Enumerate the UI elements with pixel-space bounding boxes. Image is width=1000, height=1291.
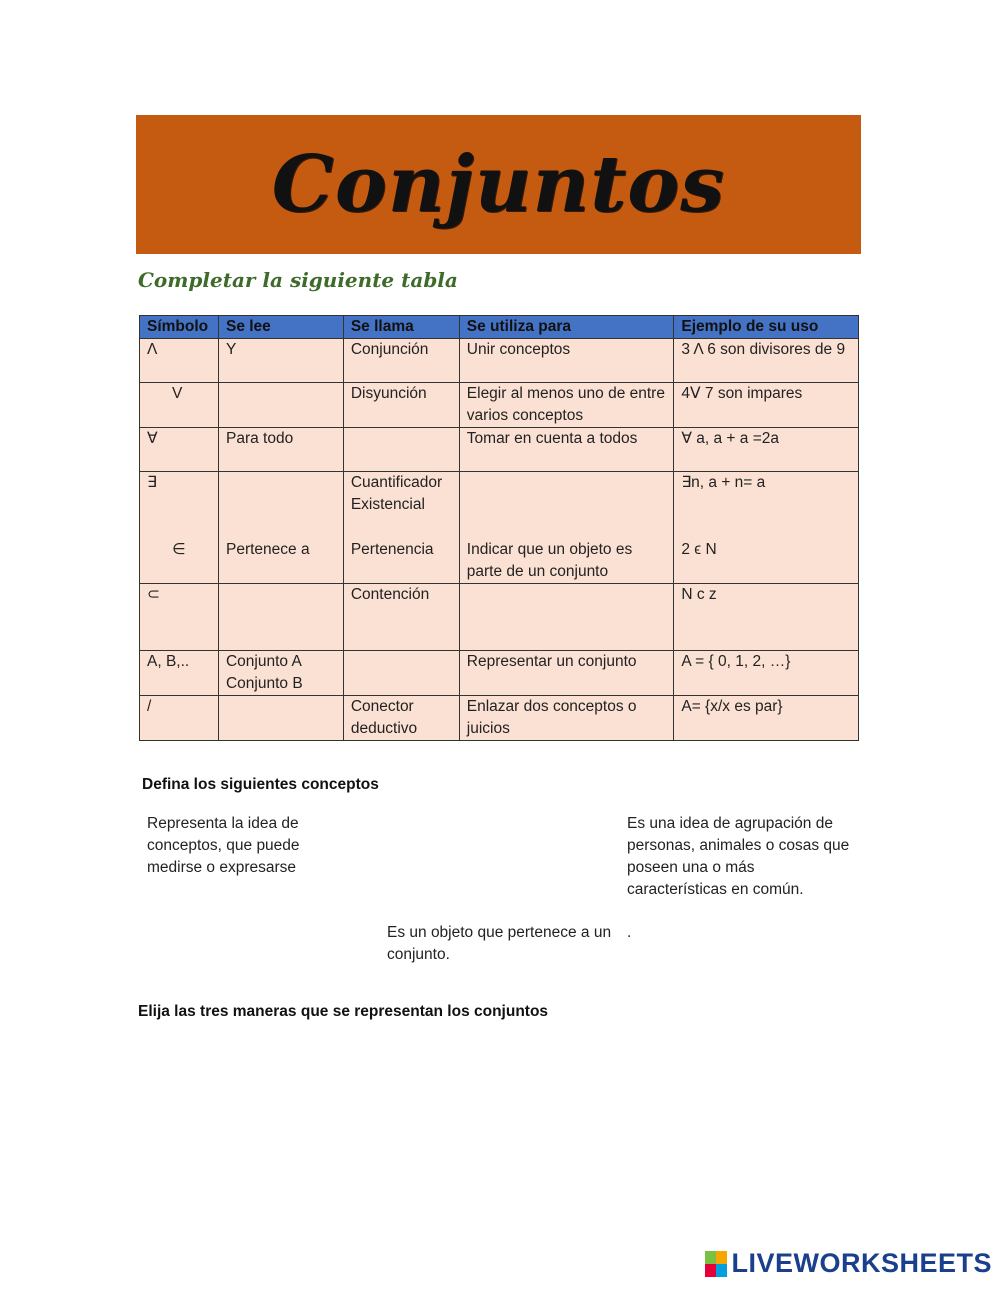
title-banner <box>136 115 861 254</box>
table-row <box>140 539 859 584</box>
table-cell[interactable] <box>218 695 343 740</box>
table-cell[interactable]: Representar un conjunto <box>459 650 674 695</box>
table-row <box>140 583 859 650</box>
table-cell[interactable]: Disyunción <box>343 383 459 428</box>
table-cell[interactable]: 2 ϵ N <box>674 539 859 584</box>
table-cell[interactable] <box>218 472 343 539</box>
logo-icon <box>705 1251 727 1277</box>
table-cell[interactable]: Pertenencia <box>343 539 459 584</box>
table-cell[interactable] <box>343 428 459 472</box>
table-instruction: Completar la siguiente tabla <box>138 268 458 292</box>
table-cell: ∃ <box>140 472 219 539</box>
table-cell[interactable]: ∃n, a + n= a <box>674 472 859 539</box>
table-cell[interactable]: Enlazar dos conceptos o juicios <box>459 695 674 740</box>
definition-box[interactable]: . <box>627 924 632 941</box>
table-cell[interactable]: Y <box>218 339 343 383</box>
table-cell[interactable]: A= {x/x es par} <box>674 695 859 740</box>
table-cell[interactable] <box>459 472 674 539</box>
table-cell[interactable] <box>218 383 343 428</box>
table-cell: ∈ <box>140 539 219 584</box>
page-title: Conjuntos <box>271 139 726 230</box>
table-cell[interactable]: Conjunción <box>343 339 459 383</box>
definition-box[interactable]: Es un objeto que pertenece a un conjunto. <box>387 924 612 963</box>
table-cell[interactable]: Indicar que un objeto es parte de un conjunto <box>459 539 674 584</box>
header-cell: Ejemplo de su uso <box>674 316 859 339</box>
table-row <box>140 695 859 740</box>
table-cell[interactable] <box>343 650 459 695</box>
table-cell[interactable]: A = { 0, 1, 2, …} <box>674 650 859 695</box>
header-cell: Se llama <box>343 316 459 339</box>
table-cell[interactable]: Cuantificador Existencial <box>343 472 459 539</box>
logo-text: LIVEWORKSHEETS <box>731 1248 992 1278</box>
header-cell: Símbolo <box>140 316 219 339</box>
definition-box[interactable]: Representa la idea de conceptos, que puede medirse o expresarse <box>147 815 300 876</box>
header-cell: Se utiliza para <box>459 316 674 339</box>
table-row <box>140 472 859 539</box>
table-cell: ⊂ <box>140 583 219 650</box>
header-cell: Se lee <box>218 316 343 339</box>
table-cell: ∀ <box>140 428 219 472</box>
table-cell[interactable]: 4ᐯ 7 son impares <box>674 383 859 428</box>
table-cell[interactable]: Conector deductivo <box>343 695 459 740</box>
table-cell[interactable]: Tomar en cuenta a todos <box>459 428 674 472</box>
table-cell[interactable] <box>218 583 343 650</box>
table-cell[interactable]: Unir conceptos <box>459 339 674 383</box>
representation-label: Elija las tres maneras que se representan los conjuntos <box>138 1003 549 1020</box>
symbols-table <box>139 315 859 741</box>
table-cell: / <box>140 695 219 740</box>
table-cell[interactable]: Pertenece a <box>218 539 343 584</box>
definition-box[interactable]: Es una idea de agrupación de personas, animales o cosas que poseen una o más características en común. <box>627 815 850 898</box>
table-cell[interactable]: Conjunto A Conjunto B <box>218 650 343 695</box>
table-header-row <box>140 316 859 339</box>
table-cell[interactable] <box>459 583 674 650</box>
table-cell: Λ <box>140 339 219 383</box>
table-cell[interactable]: Contención <box>343 583 459 650</box>
table-cell: A, B,.. <box>140 650 219 695</box>
table-row <box>140 339 859 383</box>
define-concepts-label: Defina los siguientes conceptos <box>142 776 379 793</box>
table-cell[interactable]: 3 Λ 6 son divisores de 9 <box>674 339 859 383</box>
table-cell[interactable]: ∀ a, a + a =2a <box>674 428 859 472</box>
table-cell[interactable]: Para todo <box>218 428 343 472</box>
table-row <box>140 650 859 695</box>
table-cell[interactable]: N c z <box>674 583 859 650</box>
table-cell[interactable]: Elegir al menos uno de entre varios conceptos <box>459 383 674 428</box>
liveworksheets-logo <box>705 1248 992 1279</box>
table-row <box>140 428 859 472</box>
table-cell: V <box>140 383 219 428</box>
table-row <box>140 383 859 428</box>
